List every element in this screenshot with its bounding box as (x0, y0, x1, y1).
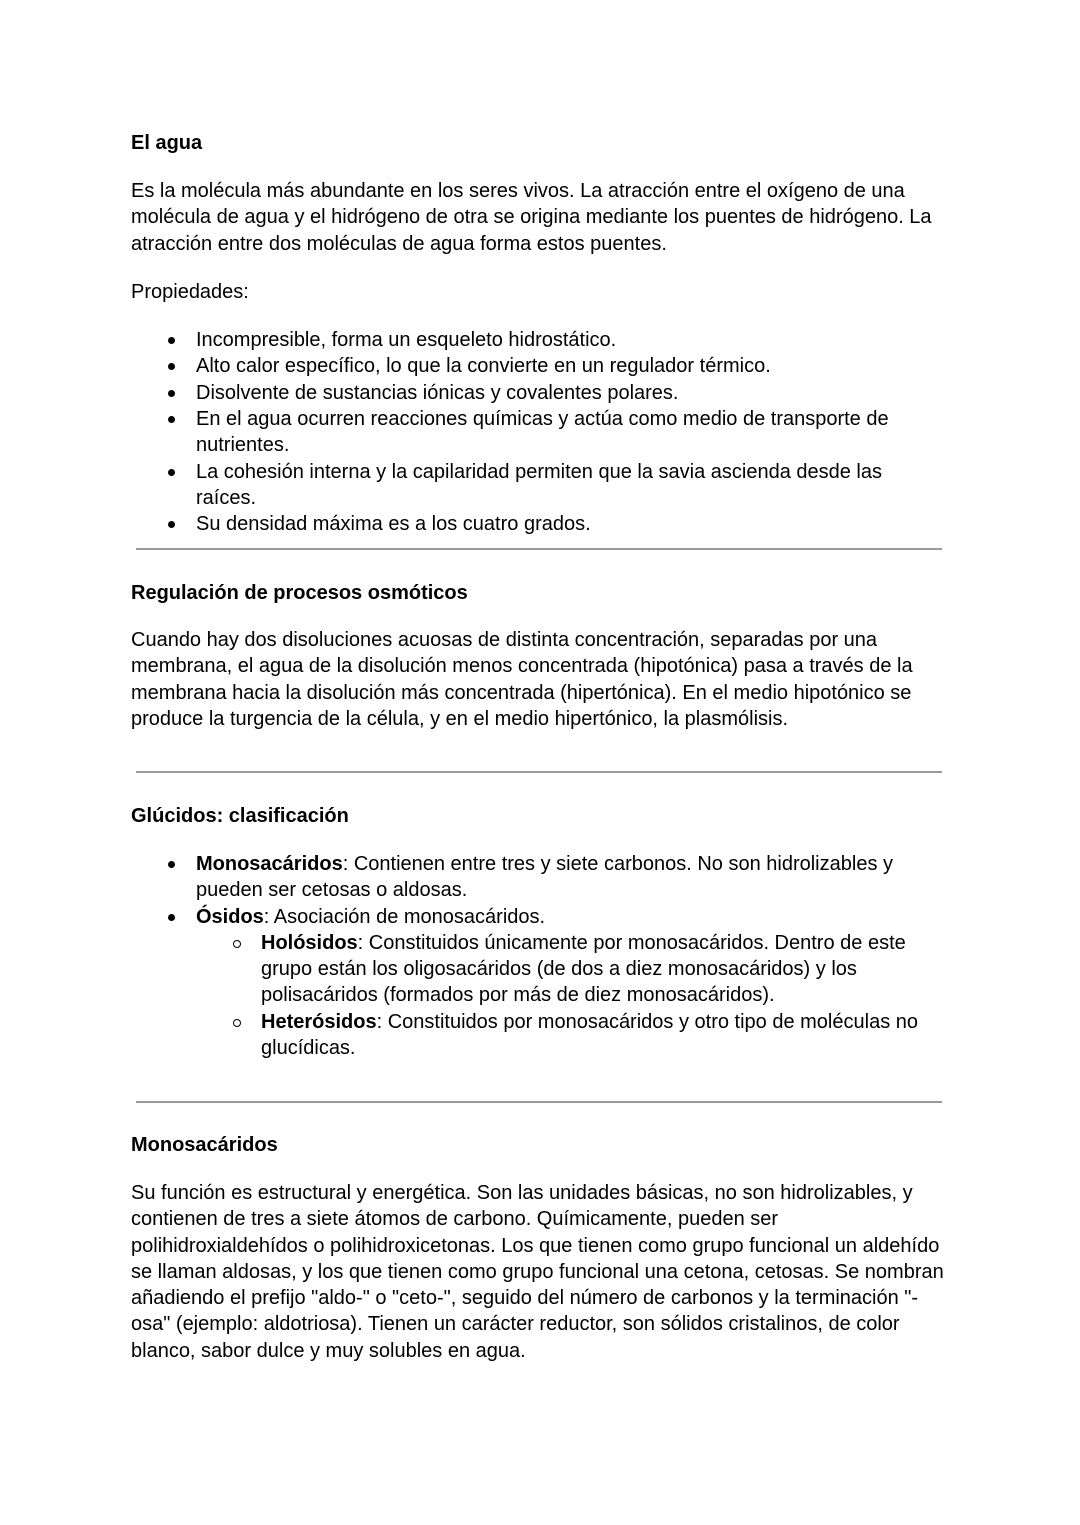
list-item: Su densidad máxima es a los cuatro grados. (131, 511, 946, 537)
section-glucidos (131, 803, 946, 1061)
term: Ósidos (196, 905, 264, 928)
section-paragraph-osmosis: Cuando hay dos disoluciones acuosas de distinta concentración, separadas por una membrana, el agua de la disolución menos concentrada (hipotónica) pasa a través de la membrana hacia la disolución más concentrada (hipertónica). En el medio hipotónico se produce la turgencia de la célula, y en el medio hipertónico, la plasmólisis. (131, 629, 913, 730)
section-monosacaridos (131, 1132, 946, 1364)
list-item-monosacaridos (131, 851, 946, 904)
section-title-glucidos: Glúcidos: clasificación (131, 805, 349, 827)
section-divider (136, 771, 942, 773)
osidos-sublist (196, 930, 946, 1061)
section-title-el-agua: El agua (131, 132, 203, 154)
sublist-item-heterosidos (196, 1009, 946, 1062)
properties-intro: Propiedades: (131, 280, 249, 303)
section-osmosis (131, 580, 946, 732)
glucidos-list (131, 851, 946, 1061)
list-item-osidos (131, 904, 946, 1062)
section-divider (136, 1101, 942, 1103)
list-item: La cohesión interna y la capilaridad permiten que la savia ascienda desde las raíces. (131, 459, 946, 512)
term: Heterósidos (261, 1010, 377, 1033)
section-paragraph-el-agua: Es la molécula más abundante en los seres vivos. La atracción entre el oxígeno de una molécula de agua y el hidrógeno de otra se origina mediante los puentes de hidrógeno. La atracción entre dos moléculas de agua forma estos puentes. (131, 180, 932, 255)
term: Holósidos (261, 931, 358, 954)
section-paragraph-monosacaridos: Su función es estructural y energética. Son las unidades básicas, no son hidrolizables, y contienen de tres a siete átomos de carbono. Químicamente, pueden ser polihidroxialdehídos o polihidroxicetonas. Los que tienen como grupo funcional un aldehído se llaman aldosas, y los que tienen como grupo funcional una cetona, cetosas. Se nombran añadiendo el prefijo "aldo-" o "ceto-", seguido del número de carbonos y la terminación "-osa" (ejemplo: aldotriosa). Tienen un carácter reductor, son sólidos cristalinos, de color blanco, sabor dulce y muy solubles en agua. (131, 1182, 944, 1362)
document-page (131, 128, 946, 538)
properties-list (131, 327, 946, 537)
section-title-osmosis: Regulación de procesos osmóticos (131, 582, 468, 604)
term: Monosacáridos (196, 853, 343, 875)
list-item: Incompresible, forma un esqueleto hidrostático. (131, 327, 946, 353)
section-divider (136, 548, 942, 550)
definition: : Contienen entre tres y siete carbonos. No son hidrolizables y pueden ser cetosas o aldosas. (196, 853, 893, 902)
list-item: Disolvente de sustancias iónicas y covalentes polares. (131, 380, 946, 406)
sublist-item-holosidos (196, 930, 946, 1009)
list-item: En el agua ocurren reacciones químicas y actúa como medio de transporte de nutrientes. (131, 406, 946, 459)
definition: : Constituidos únicamente por monosacáridos. Dentro de este grupo están los oligosacáridos (de dos a diez monosacáridos) y los polisacáridos (formados por más de diez monosacáridos). (261, 931, 906, 1007)
list-item: Alto calor específico, lo que la convierte en un regulador térmico. (131, 353, 946, 379)
definition: : Constituidos por monosacáridos y otro tipo de moléculas no glucídicas. (261, 1010, 918, 1060)
section-title-monosacaridos: Monosacáridos (131, 1134, 278, 1156)
definition: : Asociación de monosacáridos. (263, 905, 546, 928)
